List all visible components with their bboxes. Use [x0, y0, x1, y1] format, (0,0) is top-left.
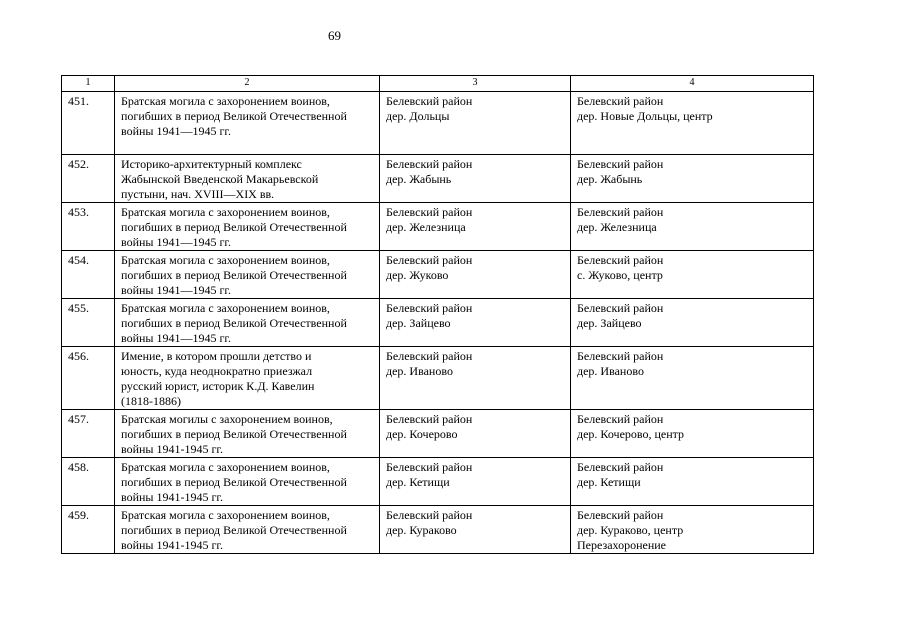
monument-address-line: дер. Иваново [577, 364, 644, 378]
row-number: 454. [62, 251, 115, 299]
monument-address-line: Белевский район [577, 301, 664, 315]
monument-location-line: Белевский район [386, 253, 473, 267]
monument-address-cell [571, 506, 814, 554]
table-row [62, 299, 814, 347]
table-header [62, 76, 814, 92]
page-number [0, 28, 905, 44]
monument-name-line: (1818-1886) [121, 394, 181, 408]
monument-address-line: Белевский район [577, 157, 664, 171]
monument-name-cell [115, 203, 380, 251]
monument-location-cell [380, 506, 571, 554]
monument-address-line: с. Жуково, центр [577, 268, 663, 282]
monument-location-cell [380, 347, 571, 410]
monument-name-cell [115, 506, 380, 554]
monument-address-cell [571, 458, 814, 506]
monument-location-line: Белевский район [386, 205, 473, 219]
monument-address-line: дер. Зайцево [577, 316, 642, 330]
monument-address-cell [571, 410, 814, 458]
row-number: 456. [62, 347, 115, 410]
monument-name-line: войны 1941—1945 гг. [121, 124, 231, 138]
table-row [62, 347, 814, 410]
column-header-3: 3 [380, 76, 571, 92]
monument-name-line: Историко-архитектурный комплекс [121, 157, 302, 171]
monument-location-line: дер. Железница [386, 220, 466, 234]
monument-name-cell [115, 410, 380, 458]
table-row [62, 458, 814, 506]
table-body [62, 92, 814, 554]
monument-name-line: Братская могила с захоронением воинов, [121, 301, 330, 315]
column-header-2: 2 [115, 76, 380, 92]
monument-location-line: дер. Жуково [386, 268, 449, 282]
table-row [62, 155, 814, 203]
monument-name-line: погибших в период Великой Отечественной [121, 109, 347, 123]
monument-address-line: дер. Железница [577, 220, 657, 234]
monument-name-cell [115, 251, 380, 299]
row-number: 453. [62, 203, 115, 251]
page-number-text: 69 [328, 28, 341, 43]
monument-location-line: Белевский район [386, 157, 473, 171]
monument-name-cell [115, 92, 380, 155]
monument-address-line: Белевский район [577, 253, 664, 267]
monument-location-line: Белевский район [386, 94, 473, 108]
monument-address-cell [571, 203, 814, 251]
monument-name-line: Братская могила с захоронением воинов, [121, 94, 330, 108]
monument-location-line: Белевский район [386, 460, 473, 474]
monument-name-line: Братская могила с захоронением воинов, [121, 253, 330, 267]
monument-address-line: дер. Жабынь [577, 172, 643, 186]
monument-address-cell [571, 251, 814, 299]
monument-name-line: Жабынской Введенской Макарьевской [121, 172, 319, 186]
monument-location-cell [380, 155, 571, 203]
monument-name-line: погибших в период Великой Отечественной [121, 268, 347, 282]
monument-location-line: Белевский район [386, 301, 473, 315]
monument-name-line: Братская могила с захоронением воинов, [121, 460, 330, 474]
row-number: 455. [62, 299, 115, 347]
monument-name-line: Братская могилы с захоронением воинов, [121, 412, 333, 426]
column-header-4: 4 [571, 76, 814, 92]
monument-name-line: русский юрист, историк К.Д. Кавелин [121, 379, 315, 393]
monument-location-line: дер. Кочерово [386, 427, 458, 441]
monument-name-line: погибших в период Великой Отечественной [121, 475, 347, 489]
monument-address-cell [571, 92, 814, 155]
monument-location-cell [380, 410, 571, 458]
monument-address-cell [571, 347, 814, 410]
monument-location-cell [380, 458, 571, 506]
monument-address-line: Белевский район [577, 94, 664, 108]
monument-name-line: погибших в период Великой Отечественной [121, 316, 347, 330]
monument-address-line: Белевский район [577, 508, 664, 522]
monument-location-line: дер. Иваново [386, 364, 453, 378]
monument-location-line: дер. Дольцы [386, 109, 450, 123]
monument-location-line: дер. Кетищи [386, 475, 450, 489]
monuments-table [61, 75, 814, 554]
monument-name-line: войны 1941-1945 гг. [121, 490, 223, 504]
monument-address-line: дер. Кочерово, центр [577, 427, 685, 441]
table-row [62, 410, 814, 458]
monument-address-line: дер. Кураково, центр [577, 523, 684, 537]
monument-address-line: Белевский район [577, 349, 664, 363]
row-number: 452. [62, 155, 115, 203]
monument-name-line: погибших в период Великой Отечественной [121, 220, 347, 234]
monument-location-line: дер. Зайцево [386, 316, 451, 330]
monument-location-cell [380, 203, 571, 251]
monument-name-line: войны 1941—1945 гг. [121, 283, 231, 297]
monument-location-line: Белевский район [386, 508, 473, 522]
monument-address-line: дер. Новые Дольцы, центр [577, 109, 713, 123]
monument-location-cell [380, 92, 571, 155]
row-number: 451. [62, 92, 115, 155]
monument-location-line: дер. Кураково [386, 523, 457, 537]
monument-address-line: Белевский район [577, 412, 664, 426]
monument-name-line: войны 1941-1945 гг. [121, 538, 223, 552]
monument-name-cell [115, 458, 380, 506]
monument-location-cell [380, 251, 571, 299]
monument-location-line: дер. Жабынь [386, 172, 452, 186]
monument-address-cell [571, 155, 814, 203]
monument-address-line: Перезахоронение [577, 538, 666, 552]
monument-address-line: дер. Кетищи [577, 475, 641, 489]
monument-name-cell [115, 155, 380, 203]
monument-name-line: Братская могила с захоронением воинов, [121, 508, 330, 522]
monument-name-line: погибших в период Великой Отечественной [121, 523, 347, 537]
monument-name-line: войны 1941—1945 гг. [121, 331, 231, 345]
column-header-1: 1 [62, 76, 115, 92]
monument-name-line: Имение, в котором прошли детство и [121, 349, 312, 363]
monument-address-line: Белевский район [577, 460, 664, 474]
monument-address-cell [571, 299, 814, 347]
monument-location-line: Белевский район [386, 349, 473, 363]
table-row [62, 92, 814, 155]
monument-name-cell [115, 299, 380, 347]
monument-name-line: юность, куда неоднократно приезжал [121, 364, 313, 378]
row-number: 459. [62, 506, 115, 554]
monument-name-line: Братская могила с захоронением воинов, [121, 205, 330, 219]
monument-name-line: пустыни, нач. XVIII—XIX вв. [121, 187, 275, 201]
table-row [62, 251, 814, 299]
monument-name-line: погибших в период Великой Отечественной [121, 427, 347, 441]
monument-location-cell [380, 299, 571, 347]
row-number: 457. [62, 410, 115, 458]
table-row [62, 203, 814, 251]
row-number: 458. [62, 458, 115, 506]
monument-name-cell [115, 347, 380, 410]
table-row [62, 506, 814, 554]
monument-name-line: войны 1941—1945 гг. [121, 235, 231, 249]
monument-address-line: Белевский район [577, 205, 664, 219]
header-row [62, 76, 814, 92]
monument-location-line: Белевский район [386, 412, 473, 426]
monument-name-line: войны 1941-1945 гг. [121, 442, 223, 456]
